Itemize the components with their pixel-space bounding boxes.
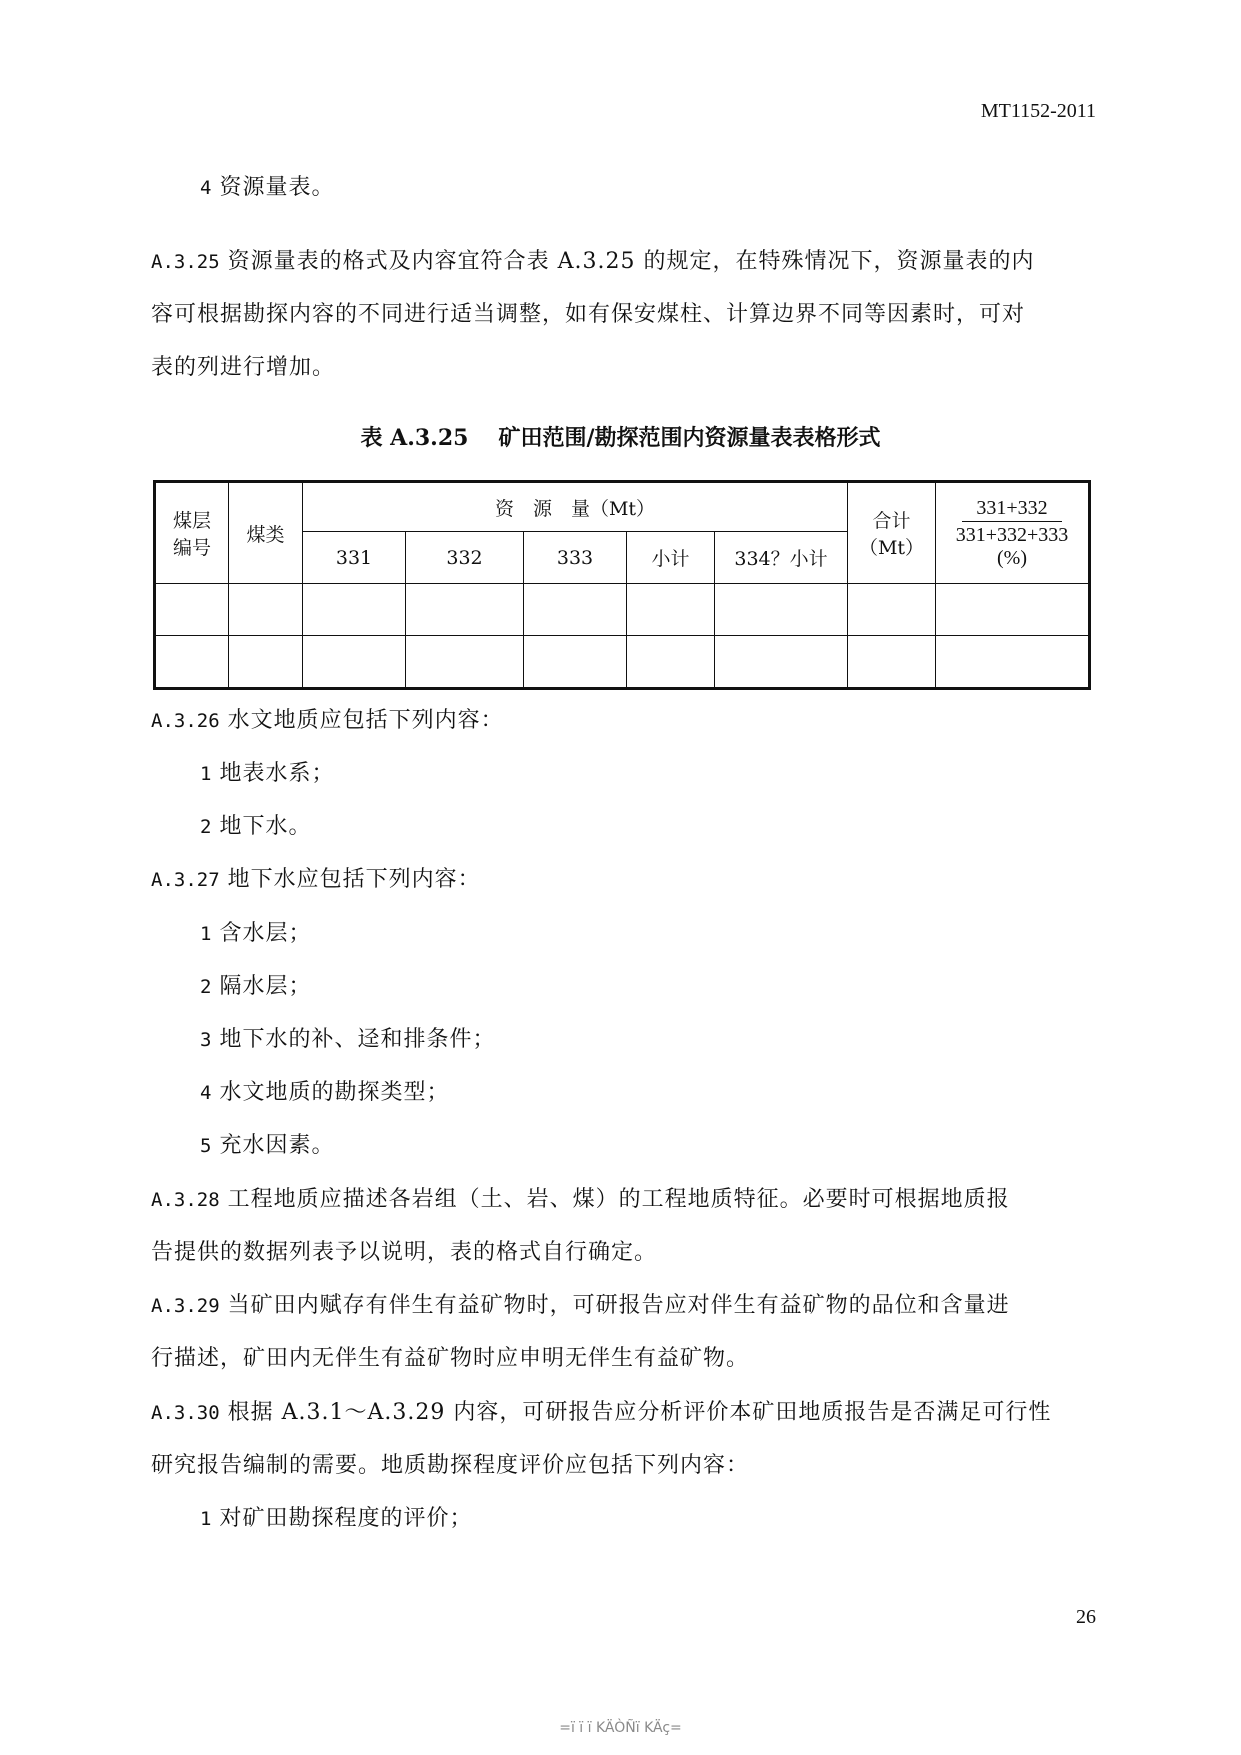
item-text: 充水因素。 [219,1133,335,1158]
paragraph-line: 表的列进行增加。 [151,355,336,380]
table-cell [524,584,627,636]
item-text: 含水层； [219,921,312,946]
item-text: 地表水系； [219,761,335,786]
ratio-denominator: 331+332+333 [955,523,1069,546]
item-number: 1 [200,1508,212,1530]
item-number: 4 [200,177,212,199]
paragraph-line: 容可根据勘探内容的不同进行适当调整，如有保安煤柱、计算边界不同等因素时，可对 [151,302,1026,327]
header-332: 332 [406,532,524,584]
table-cell [303,636,406,689]
table-cell [627,584,715,636]
clause-number: A.3.30 [151,1402,220,1424]
table-row [155,584,1090,636]
table-cell [715,584,848,636]
clause-a-3-25 [151,244,1035,275]
clause-a-3-28 [151,1182,1010,1213]
item-number: 5 [200,1135,212,1157]
item-number: 2 [200,976,212,998]
document-code: MT1152-2011 [980,100,1096,122]
clause-text: 根据 A.3.1～A.3.29 内容，可研报告应分析评价本矿田地质报告是否满足可行性 [227,1400,1052,1425]
table-number: 表 A.3.25 [360,425,469,451]
table-cell [936,636,1090,689]
table-cell [406,636,524,689]
paragraph-line: 研究报告编制的需要。地质勘探程度评价应包括下列内容： [151,1453,750,1478]
clause-number: A.3.29 [151,1295,220,1317]
clause-text: 当矿田内赋存有伴生有益矿物时，可研报告应对伴生有益矿物的品位和含量进 [227,1293,1010,1318]
table-row [155,636,1090,689]
list-item [200,969,311,1000]
footer-watermark: =ï ï ï KÄÒÑï KÄç= [559,1720,682,1736]
clause-a-3-29 [151,1288,1010,1319]
table-cell [715,636,848,689]
table-cell [303,584,406,636]
list-item [200,1022,495,1053]
clause-text: 工程地质应描述各岩组（土、岩、煤）的工程地质特征。必要时可根据地质报 [227,1187,1010,1212]
table-cell [229,584,303,636]
header-subtotal: 小计 [627,532,715,584]
clause-a-3-26 [151,703,504,734]
item-text: 水文地质的勘探类型； [219,1080,450,1105]
item-text: 资源量表。 [219,175,335,200]
clause-text: 资源量表的格式及内容宜符合表 A.3.25 的规定，在特殊情况下，资源量表的内 [227,249,1035,274]
table-cell [936,584,1090,636]
list-item [200,756,334,787]
clause-text: 水文地质应包括下列内容： [227,708,504,733]
list-item [200,1501,472,1532]
table-cell [524,636,627,689]
clause-number: A.3.25 [151,251,220,273]
item-text: 地下水。 [219,814,312,839]
header-resource-group: 资 源 量（Mt） [303,482,848,532]
list-item [200,916,311,947]
resource-table [153,480,1091,690]
item-number: 3 [200,1029,212,1051]
item-number: 2 [200,816,212,838]
list-item [200,1075,449,1106]
item-text: 地下水的补、迳和排条件； [219,1027,496,1052]
ratio-unit: (%) [997,546,1027,569]
header-coal-type: 煤类 [229,482,303,584]
header-331: 331 [303,532,406,584]
list-item [200,170,334,201]
header-333: 333 [524,532,627,584]
table-cell [848,636,936,689]
header-total: 合计 （Mt） [848,482,936,584]
clause-number: A.3.28 [151,1189,220,1211]
item-number: 1 [200,923,212,945]
header-ratio [936,482,1090,584]
header-seam-number: 煤层 编号 [155,482,229,584]
paragraph-line: 行描述，矿田内无伴生有益矿物时应申明无伴生有益矿物。 [151,1346,750,1371]
paragraph-line: 告提供的数据列表予以说明，表的格式自行确定。 [151,1240,658,1265]
clause-text: 地下水应包括下列内容： [227,867,481,892]
item-text: 隔水层； [219,974,312,999]
item-text: 对矿田勘探程度的评价； [219,1506,473,1531]
ratio-numerator: 331+332 [962,497,1061,522]
table-cell [229,636,303,689]
table-cell [848,584,936,636]
clause-number: A.3.27 [151,869,220,891]
table-cell [406,584,524,636]
clause-a-3-30 [151,1395,1051,1426]
table-cell [627,636,715,689]
clause-a-3-27 [151,862,481,893]
list-item [200,1128,334,1159]
table-cell [155,584,229,636]
table-caption [0,421,1241,452]
header-334-subtotal: 334？小计 [715,532,848,584]
table-title: 矿田范围/勘探范围内资源量表表格形式 [498,425,881,451]
list-item [200,809,311,840]
table-cell [155,636,229,689]
item-number: 1 [200,763,212,785]
page-number: 26 [1076,1606,1096,1628]
clause-number: A.3.26 [151,710,220,732]
item-number: 4 [200,1082,212,1104]
